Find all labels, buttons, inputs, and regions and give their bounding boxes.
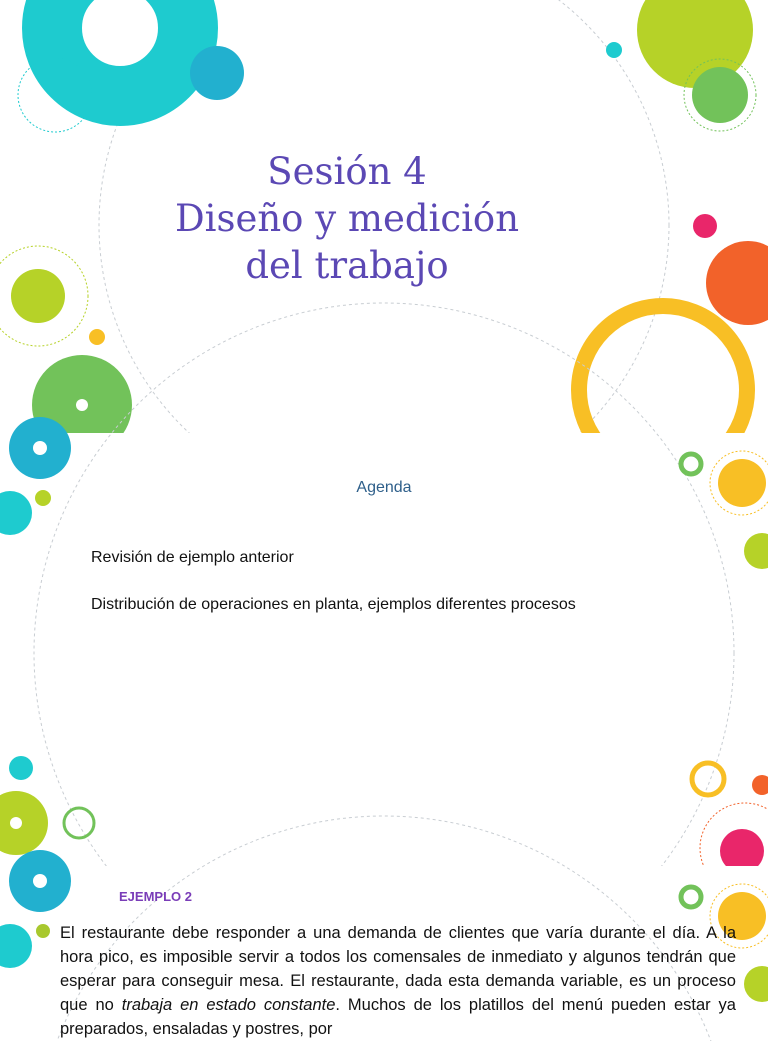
agenda-item-2: Distribución de operaciones en planta, ejemplos diferentes procesos bbox=[91, 596, 576, 613]
example-slide bbox=[0, 866, 768, 1038]
title-line-2: Diseño y medición bbox=[174, 197, 520, 240]
agenda-slide bbox=[0, 433, 768, 866]
title-slide bbox=[0, 0, 768, 432]
paragraph-emphasis: trabaja en estado constante bbox=[121, 996, 336, 1014]
title-line-1: Sesión 4 bbox=[267, 150, 427, 193]
decorative-circles bbox=[0, 433, 768, 866]
example-label: EJEMPLO 2 bbox=[119, 889, 192, 904]
example-paragraph bbox=[60, 921, 736, 1041]
bullet-dot bbox=[36, 924, 50, 938]
agenda-item-1: Revisión de ejemplo anterior bbox=[91, 549, 294, 566]
paragraph-text-2: . Muchos de los platillos del menú pueden estar ya preparados, ensaladas y postres, por bbox=[60, 996, 736, 1038]
title-line-3: del trabajo bbox=[245, 244, 449, 287]
agenda-heading: Agenda bbox=[356, 479, 412, 496]
paragraph-text-1: El restaurante debe responder a una demanda de clientes que varía durante el día. A la hora pico, es imposible servir a todos los comensales de inmediato y algunos tendrán que esperar para conseguir mesa. El restaurante, dada esta demanda variable, es un proceso que no bbox=[60, 924, 736, 1014]
page-title bbox=[0, 148, 694, 289]
